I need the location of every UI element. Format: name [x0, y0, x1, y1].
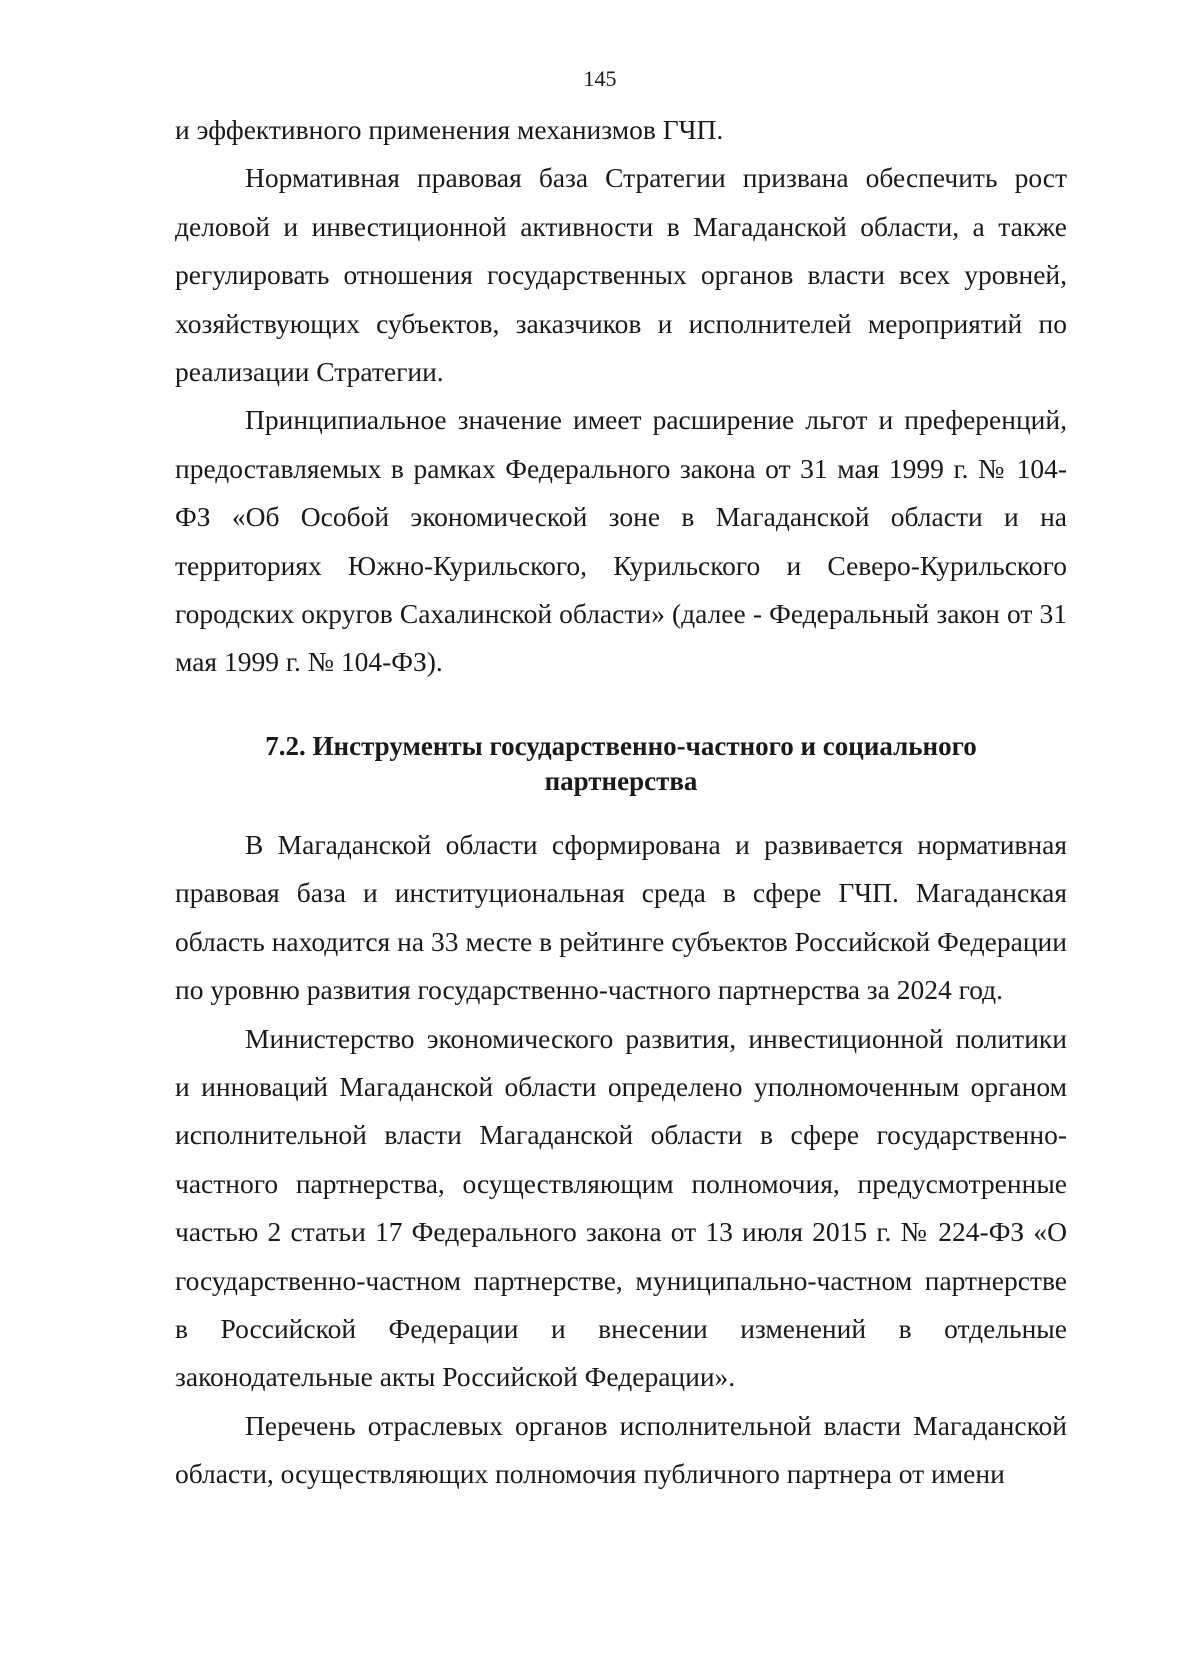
paragraph-sector-bodies: Перечень отраслевых органов исполнительной власти Магаданской области, осуществляющих полномочия публичного партнера от имени [175, 1409, 1067, 1490]
section-heading-line-1: 7.2. Инструменты государственно-частного и социального [265, 730, 977, 761]
paragraph-ministry: Министерство экономического развития, инвестиционной политики и инноваций Магаданской области определено уполномоченным органом исполнительной власти Магаданской области в сфере государственно-частного партнерства, осуществляющим полномочия, предусмотренные частью 2 статьи 17 Федерального закона от 13 июля 2015 г. № 224-ФЗ «О государственно-частном партнерстве, муниципально-частном партнерстве в Российской Федерации и внесении изменений в отдельные законодательные акты Российской Федерации». [175, 1022, 1067, 1393]
paragraph-legal-base: Нормативная правовая база Стратегии призвана обеспечить рост деловой и инвестиционной активности в Магаданской области, а также регулировать отношения государственных органов власти всех уровней, хозяйствующих субъектов, заказчиков и исполнителей мероприятий по реализации Стратегии. [175, 162, 1067, 388]
section-heading [175, 729, 1067, 799]
page-body [175, 106, 1067, 1499]
paragraph-ppp-rating: В Магаданской области сформирована и развивается нормативная правовая база и институциональная среда в сфере ГЧП. Магаданская область находится на 33 месте в рейтинге субъектов Российской Федерации по уровню развития государственно-частного партнерства за 2024 год. [175, 828, 1067, 1006]
paragraph-benefits: Принципиальное значение имеет расширение льгот и преференций, предоставляемых в рамках Федерального закона от 31 мая 1999 г. № 104-ФЗ «Об Особой экономической зоне в Магаданской области и на территориях Южно-Курильского, Курильского и Северо-Курильского городских округов Сахалинской области» (далее - Федеральный закон от 31 мая 1999 г. № 104-ФЗ). [175, 404, 1067, 678]
page-number: 145 [583, 66, 617, 91]
section-heading-line-2: партнерства [544, 765, 698, 796]
paragraph-continuation: и эффективного применения механизмов ГЧП. [175, 114, 724, 145]
